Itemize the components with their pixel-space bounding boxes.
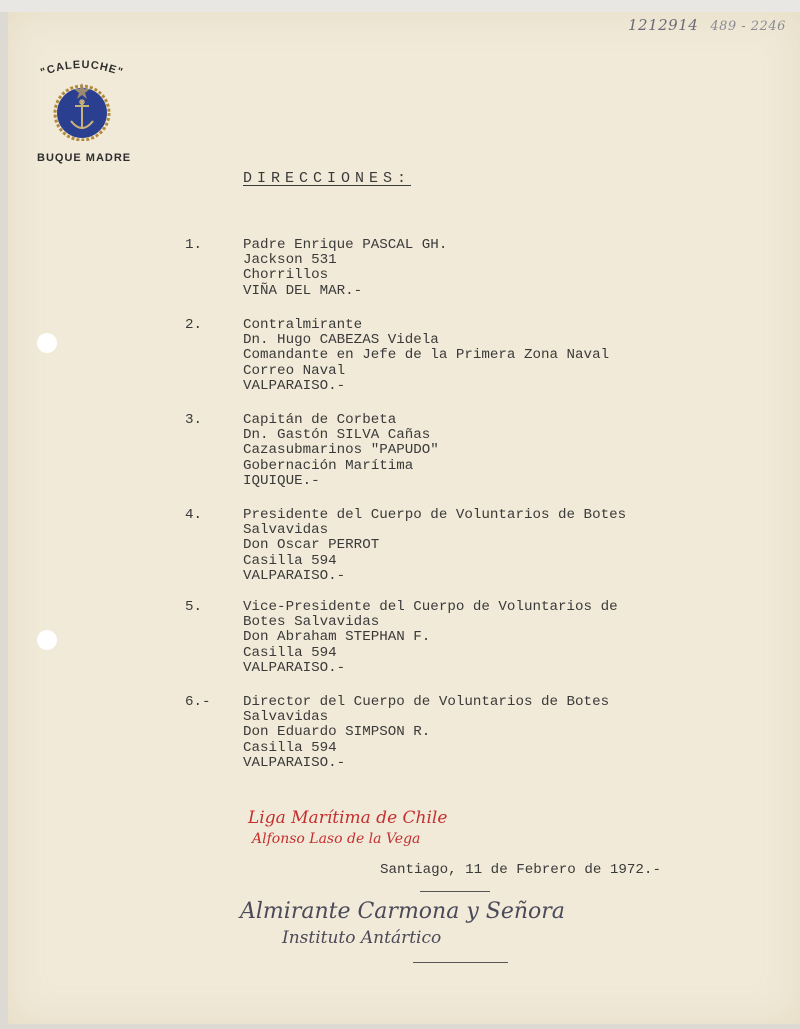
entry-address-lines bbox=[243, 508, 626, 584]
entry-number: 1. bbox=[185, 237, 203, 253]
entry-address-lines bbox=[243, 238, 447, 299]
address-line: Chorrillos bbox=[243, 267, 329, 284]
letterhead-logo bbox=[30, 55, 140, 170]
punch-hole-top bbox=[37, 333, 57, 353]
address-line: Don Abraham STEPHAN F. bbox=[243, 629, 431, 646]
signature-line-2: Instituto Antártico bbox=[282, 928, 442, 948]
address-line: Salvavidas bbox=[243, 709, 329, 726]
handwritten-note-line-1: Liga Marítima de Chile bbox=[248, 808, 448, 828]
address-line: Botes Salvavidas bbox=[243, 614, 380, 631]
svg-text:"CALEUCHE": "CALEUCHE" bbox=[39, 58, 125, 79]
entry-number: 4. bbox=[185, 507, 203, 523]
address-line: Capitán de Corbeta bbox=[243, 412, 397, 428]
signature-rule-top bbox=[420, 891, 490, 892]
address-line: Gobernación Marítima bbox=[243, 457, 414, 474]
address-line: Jackson 531 bbox=[243, 252, 337, 269]
address-line: Director del Cuerpo de Voluntarios de Botes bbox=[243, 694, 610, 710]
address-line: Don Oscar PERROT bbox=[243, 537, 380, 554]
address-line: IQUIQUE.- bbox=[243, 472, 320, 489]
address-line: Don Eduardo SIMPSON R. bbox=[243, 724, 431, 741]
address-line: VALPARAISO.- bbox=[243, 754, 346, 771]
address-line: Padre Enrique PASCAL GH. bbox=[243, 237, 448, 253]
address-line: Cazasubmarinos "PAPUDO" bbox=[243, 442, 439, 459]
entry-address-lines bbox=[243, 695, 609, 771]
punch-hole-bottom bbox=[37, 630, 57, 650]
address-line: Casilla 594 bbox=[243, 644, 337, 661]
page-title: DIRECCIONES: bbox=[243, 170, 412, 187]
entry-number: 3. bbox=[185, 412, 203, 428]
dateline: Santiago, 11 de Febrero de 1972.- bbox=[380, 862, 661, 878]
entry-number: 2. bbox=[185, 317, 203, 333]
address-line: Vice-Presidente del Cuerpo de Voluntarios de bbox=[243, 599, 618, 615]
address-line: VALPARAISO.- bbox=[243, 377, 346, 394]
address-line: VIÑA DEL MAR.- bbox=[243, 282, 363, 299]
archive-code-primary: 1212914 bbox=[628, 16, 699, 34]
address-line: VALPARAISO.- bbox=[243, 567, 346, 584]
signature-rule-bottom bbox=[413, 962, 508, 963]
entry-number: 6.- bbox=[185, 694, 211, 710]
address-line: Casilla 594 bbox=[243, 739, 337, 756]
address-line: Dn. Gastón SILVA Cañas bbox=[243, 427, 431, 444]
address-line: Contralmirante bbox=[243, 317, 363, 333]
address-line: Presidente del Cuerpo de Voluntarios de Botes bbox=[243, 507, 627, 523]
address-line: Dn. Hugo CABEZAS Videla bbox=[243, 332, 439, 349]
address-line: Salvavidas bbox=[243, 522, 329, 539]
entry-address-lines bbox=[243, 413, 439, 489]
entry-address-lines bbox=[243, 318, 609, 394]
handwritten-note-line-2: Alfonso Laso de la Vega bbox=[252, 831, 421, 847]
anchor-emblem-icon bbox=[52, 81, 112, 141]
address-line: Casilla 594 bbox=[243, 552, 337, 569]
entry-address-lines bbox=[243, 600, 618, 676]
address-line: Correo Naval bbox=[243, 362, 346, 379]
archive-code-secondary: 489 - 2246 bbox=[710, 19, 786, 34]
signature-line-1: Almirante Carmona y Señora bbox=[240, 899, 565, 924]
address-line: VALPARAISO.- bbox=[243, 659, 346, 676]
letterhead-bottom-text: BUQUE MADRE bbox=[37, 152, 132, 164]
scan-top-edge bbox=[0, 0, 800, 12]
archive-code bbox=[628, 16, 786, 34]
entry-number: 5. bbox=[185, 599, 203, 615]
address-line: Comandante en Jefe de la Primera Zona Naval bbox=[243, 347, 610, 364]
